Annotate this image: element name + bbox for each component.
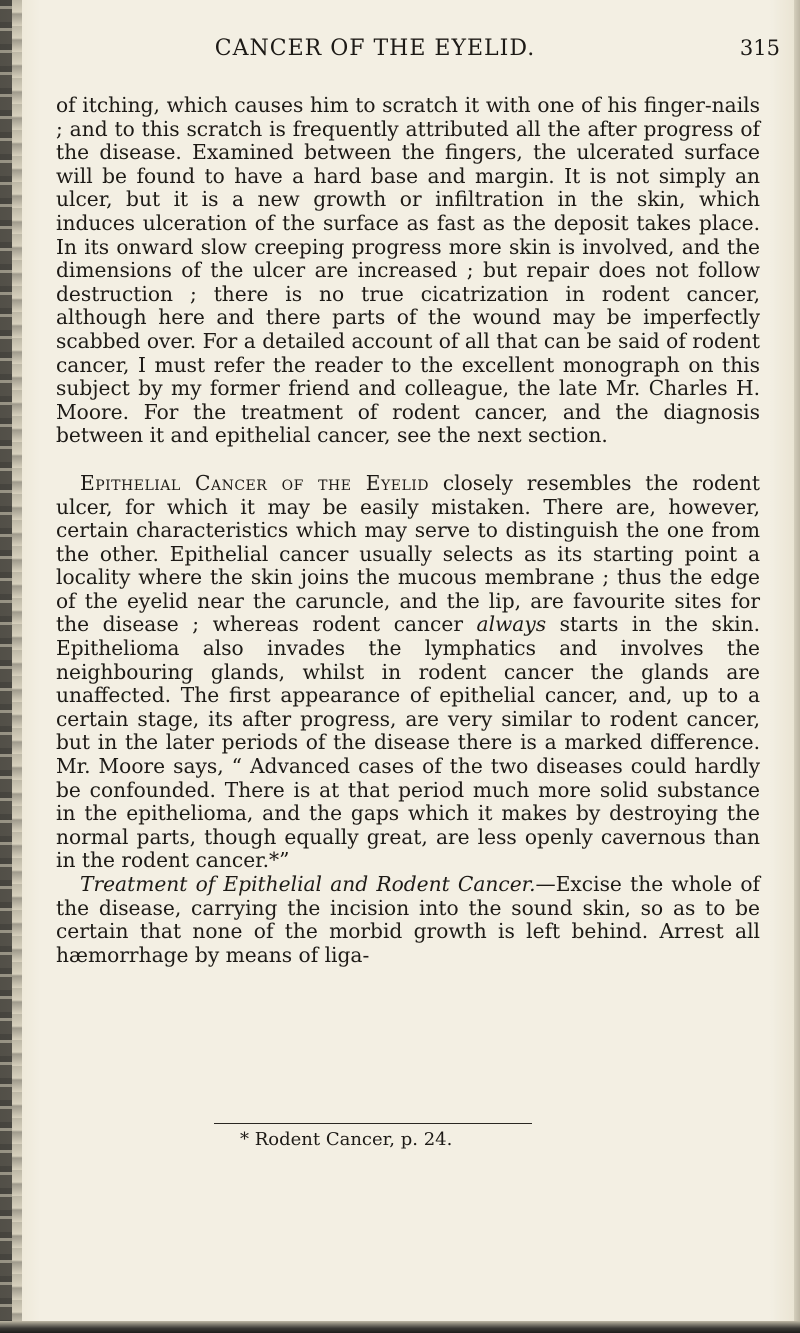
section-heading-epithelial: Epithelial Cancer of the Eyelid: [80, 470, 429, 495]
paragraph-rodent-cancer: of itching, which causes him to scratch it with one of his finger-nails ; and to this scratch is frequently attributed all the after progress of the disease. Examined between the fingers, the ulcerated surface will be found to have a hard base and margin. It is not simply an ulcer, but it is a new growth or infiltration in the skin, which induces ulceration of the surface as fast as the deposit takes place. In its onward slow creeping progress more skin is involved, and the dimensions of the ulcer are increased ; but repair does not follow destruction ; there is no true cicatrization in rodent cancer, although here and there parts of the wound may be imperfectly scabbed over. For a detailed account of all that can be said of rodent cancer, I must refer the reader to the excellent monograph on this subject by my former friend and colleague, the late Mr. Charles H. Moore. For the treatment of rodent cancer, and the diagnosis between it and epithelial cancer, see the next section.: [56, 93, 760, 448]
book-gutter-shadow: [12, 0, 22, 1333]
page-right-edge: [794, 0, 800, 1333]
emphasis-always: always: [476, 612, 547, 637]
running-title: CANCER OF THE EYELID.: [214, 36, 536, 61]
paragraph-epithelial-cancer: [56, 472, 760, 873]
paragraph-treatment: [56, 873, 760, 967]
footnote-rule: [214, 1123, 532, 1124]
body-text: [56, 94, 760, 967]
page-number: 315: [739, 36, 780, 60]
footnote: * Rodent Cancer, p. 24.: [240, 1129, 453, 1150]
section-heading-treatment: Treatment of Epithelial and Rodent Cancer.: [80, 872, 536, 896]
paragraph-epithelial-text-b: starts in the skin. Epithelioma also invades the lymphatics and involves the neighbouring glands, whilst in rodent cancer the glands are unaffected. The first appearance of epithelial cancer, and, up to a certain stage, its after progress, are very similar to rodent cancer, but in the later periods of the disease there is a marked difference. Mr. Moore says, “ Advanced cases of the two diseases could hardly be confounded. There is at that period much more solid substance in the epithelioma, and the gaps which it makes by destroying the normal parts, though equally great, are less openly cavernous than in the rodent cancer.*”: [56, 612, 760, 873]
page-bottom-edge: [0, 1321, 800, 1333]
paragraph-treatment-text: —Excise the whole of the disease, carrying the incision into the sound skin, so as to be certain that none of the morbid growth is left behind. Arrest all hæmorrhage by means of liga-: [56, 872, 760, 967]
page-header: [60, 30, 780, 70]
book-binding-edge: [0, 0, 12, 1333]
paragraph-epithelial-text-a: closely resembles the rodent ulcer, for which it may be easily mistaken. There are, however, certain characteristics which may serve to distinguish the one from the other. Epithelial cancer usually selects as its starting point a locality where the skin joins the mucous membrane ; thus the edge of the eyelid near the caruncle, and the lip, are favourite sites for the disease ; whereas rodent cancer: [56, 470, 760, 637]
